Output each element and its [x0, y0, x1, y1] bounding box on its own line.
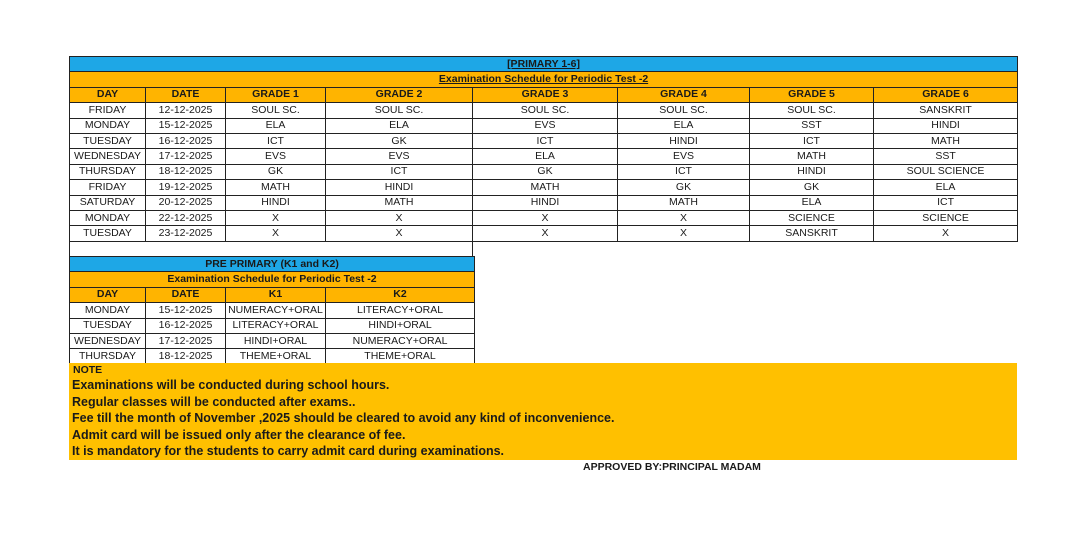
column-header: GRADE 3 [473, 87, 618, 102]
table-cell: MATH [618, 195, 750, 210]
table-cell: ICT [750, 133, 874, 148]
table-cell: TUESDAY [70, 226, 146, 241]
table-cell: FRIDAY [70, 103, 146, 118]
table-cell: SANSKRIT [874, 103, 1018, 118]
table-cell: ELA [473, 149, 618, 164]
primary-schedule-table [69, 56, 1018, 242]
column-header: GRADE 6 [874, 87, 1018, 102]
column-header: GRADE 4 [618, 87, 750, 102]
note-line: It is mandatory for the students to carry admit card during examinations. [72, 444, 505, 458]
table-row [70, 318, 475, 333]
table-cell: X [226, 210, 326, 225]
table-cell: GK [326, 133, 473, 148]
table-cell: EVS [618, 149, 750, 164]
table-cell: GK [618, 180, 750, 195]
table-cell: THEME+ORAL [226, 349, 326, 364]
table-cell: ELA [326, 118, 473, 133]
table-cell: TUESDAY [70, 133, 146, 148]
table-cell: THEME+ORAL [326, 349, 475, 364]
note-title: NOTE [73, 364, 103, 376]
table-row [70, 349, 475, 364]
table-cell: EVS [473, 118, 618, 133]
table-cell: 17-12-2025 [146, 149, 226, 164]
preprimary-schedule-table [69, 256, 475, 365]
table-cell: SATURDAY [70, 195, 146, 210]
table-cell: NUMERACY+ORAL [226, 303, 326, 318]
table-cell: SST [874, 149, 1018, 164]
table-cell: HINDI+ORAL [226, 333, 326, 348]
table-cell: ICT [473, 133, 618, 148]
table-cell: LITERACY+ORAL [226, 318, 326, 333]
column-header: DAY [70, 287, 146, 302]
table-cell: SST [750, 118, 874, 133]
table-cell: ELA [618, 118, 750, 133]
table-cell: SOUL SC. [226, 103, 326, 118]
table-cell: MONDAY [70, 118, 146, 133]
note-line: Regular classes will be conducted after exams.. [72, 394, 356, 409]
preprimary-title: PRE PRIMARY (K1 and K2) [70, 257, 475, 272]
table-cell: 18-12-2025 [146, 164, 226, 179]
table-row [70, 164, 1018, 179]
table-spacer [69, 242, 473, 256]
table-cell: ICT [874, 195, 1018, 210]
column-header: DAY [70, 87, 146, 102]
table-cell: MATH [226, 180, 326, 195]
table-cell: SOUL SCIENCE [874, 164, 1018, 179]
note-line: Fee till the month of November ,2025 should be cleared to avoid any kind of inconvenience. [72, 411, 615, 425]
primary-table-body [70, 57, 1018, 242]
column-header: K1 [226, 287, 326, 302]
table-cell: SOUL SC. [750, 103, 874, 118]
note-line: Examinations will be conducted during school hours. [72, 378, 390, 392]
table-cell: ICT [618, 164, 750, 179]
table-row [70, 149, 1018, 164]
table-cell: HINDI [750, 164, 874, 179]
table-row [70, 133, 1018, 148]
approved-by-signature: APPROVED BY:PRINCIPAL MADAM [583, 461, 761, 473]
table-cell: ELA [226, 118, 326, 133]
table-cell: 18-12-2025 [146, 349, 226, 364]
table-cell: WEDNESDAY [70, 333, 146, 348]
note-box [69, 363, 1017, 460]
table-cell: EVS [326, 149, 473, 164]
table-cell: X [473, 210, 618, 225]
table-cell: WEDNESDAY [70, 149, 146, 164]
column-header: GRADE 5 [750, 87, 874, 102]
table-row [70, 226, 1018, 241]
table-cell: 17-12-2025 [146, 333, 226, 348]
table-cell: MONDAY [70, 210, 146, 225]
table-row [70, 195, 1018, 210]
table-cell: GK [473, 164, 618, 179]
table-cell: THURSDAY [70, 349, 146, 364]
table-cell: MATH [473, 180, 618, 195]
table-row [70, 103, 1018, 118]
table-cell: 15-12-2025 [146, 303, 226, 318]
table-cell: X [618, 226, 750, 241]
table-cell: NUMERACY+ORAL [326, 333, 475, 348]
preprimary-header-row [70, 287, 475, 302]
column-header: GRADE 1 [226, 87, 326, 102]
table-cell: SOUL SC. [326, 103, 473, 118]
table-cell: X [874, 226, 1018, 241]
table-cell: X [473, 226, 618, 241]
table-cell: ICT [326, 164, 473, 179]
table-cell: HINDI [473, 195, 618, 210]
table-cell: GK [226, 164, 326, 179]
table-cell: ELA [750, 195, 874, 210]
table-row [70, 303, 475, 318]
column-header: K2 [326, 287, 475, 302]
note-lines [72, 377, 614, 460]
table-cell: GK [750, 180, 874, 195]
column-header: DATE [146, 87, 226, 102]
column-header: DATE [146, 287, 226, 302]
table-cell: ELA [874, 180, 1018, 195]
table-cell: HINDI+ORAL [326, 318, 475, 333]
table-cell: 15-12-2025 [146, 118, 226, 133]
table-cell: SOUL SC. [618, 103, 750, 118]
primary-header-row [70, 87, 1018, 102]
table-cell: X [326, 210, 473, 225]
table-cell: X [326, 226, 473, 241]
table-cell: MATH [326, 195, 473, 210]
primary-title: [PRIMARY 1-6] [70, 57, 1018, 72]
note-line: Admit card will be issued only after the clearance of fee. [72, 427, 406, 442]
table-cell: MONDAY [70, 303, 146, 318]
table-row [70, 180, 1018, 195]
table-cell: SCIENCE [874, 210, 1018, 225]
table-cell: MATH [874, 133, 1018, 148]
table-row [70, 210, 1018, 225]
table-cell: FRIDAY [70, 180, 146, 195]
table-cell: 12-12-2025 [146, 103, 226, 118]
table-cell: TUESDAY [70, 318, 146, 333]
table-cell: 16-12-2025 [146, 133, 226, 148]
table-cell: EVS [226, 149, 326, 164]
table-cell: MATH [750, 149, 874, 164]
preprimary-table-body [70, 257, 475, 365]
table-cell: X [226, 226, 326, 241]
table-cell: 16-12-2025 [146, 318, 226, 333]
table-cell: THURSDAY [70, 164, 146, 179]
preprimary-subtitle: Examination Schedule for Periodic Test -2 [70, 272, 475, 287]
table-cell: HINDI [326, 180, 473, 195]
table-cell: HINDI [874, 118, 1018, 133]
table-cell: LITERACY+ORAL [326, 303, 475, 318]
table-cell: 23-12-2025 [146, 226, 226, 241]
table-cell: X [618, 210, 750, 225]
table-cell: 20-12-2025 [146, 195, 226, 210]
table-cell: ICT [226, 133, 326, 148]
table-cell: SANSKRIT [750, 226, 874, 241]
column-header: GRADE 2 [326, 87, 473, 102]
table-cell: HINDI [618, 133, 750, 148]
table-cell: HINDI [226, 195, 326, 210]
table-cell: SOUL SC. [473, 103, 618, 118]
table-cell: 22-12-2025 [146, 210, 226, 225]
table-row [70, 118, 1018, 133]
primary-subtitle: Examination Schedule for Periodic Test -2 [70, 72, 1018, 87]
table-row [70, 333, 475, 348]
table-cell: 19-12-2025 [146, 180, 226, 195]
table-cell: SCIENCE [750, 210, 874, 225]
